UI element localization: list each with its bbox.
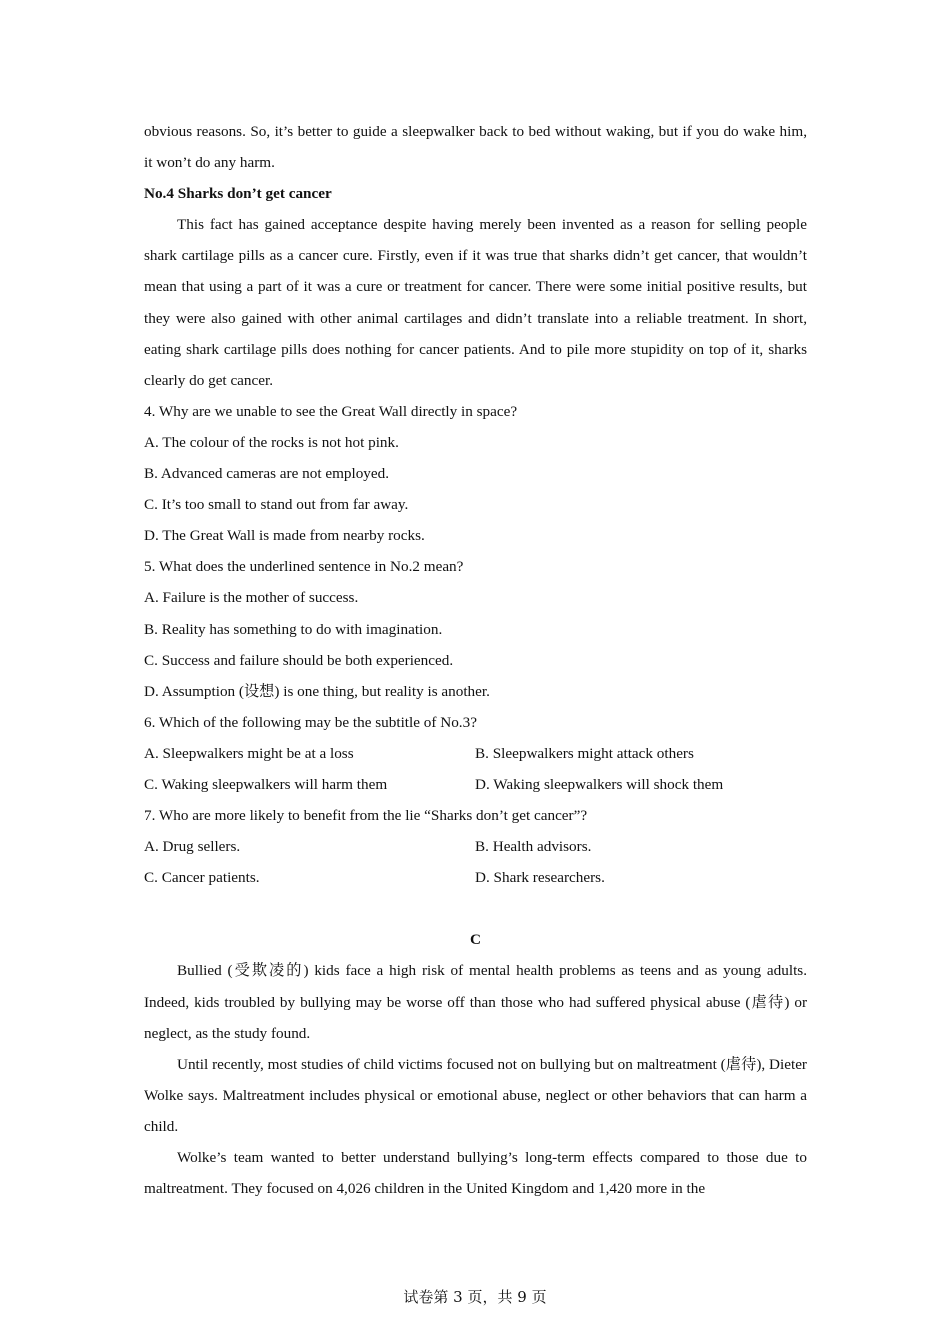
question-7-options-row-2 [144,862,807,893]
passage-c-paragraph-3: Wolke’s team wanted to better understand bullying’s long-term effects compared to those due to maltreatment. They focused on 4,026 children in the United Kingdom and 1,420 more in the [144,1149,807,1198]
page-footer: 试卷第 3 页，共 9 页 [403,1288,547,1306]
question-6-option-a: A. Sleepwalkers might be at a loss [144,744,354,762]
question-6-option-c: C. Waking sleepwalkers will harm them [144,775,388,793]
question-4-option-c: C. It’s too small to stand out from far away. [144,496,409,514]
question-4-stem: 4. Why are we unable to see the Great Wall directly in space? [144,402,518,420]
question-5-option-d: D. Assumption (设想) is one thing, but reality is another. [144,682,490,700]
question-7-option-a: A. Drug sellers. [144,838,241,856]
section-spacer [144,893,807,924]
passage-c-paragraph-1: Bullied (受欺凌的) kids face a high risk of mental health problems as teens and as young adults. Indeed, kids troubled by bullying may be worse off than those who had suffered physical abuse (虐待) or neglect, as the study found. [144,962,807,1042]
question-4-option-a: A. The colour of the rocks is not hot pink. [144,433,399,451]
question-5-stem: 5. What does the underlined sentence in No.2 mean? [144,558,464,576]
passage-c-heading: C [470,931,481,949]
question-6-options-row-1 [144,738,807,769]
passage-c-paragraph-2: Until recently, most studies of child victims focused not on bullying but on maltreatment (虐待), Dieter Wolke says. Maltreatment includes physical or emotional abuse, neglect or other behaviors that can harm a child. [144,1055,807,1135]
question-4-option-b: B. Advanced cameras are not employed. [144,465,390,483]
question-6-options-row-2 [144,769,807,800]
question-7-option-b: B. Health advisors. [475,838,592,856]
question-5-option-a: A. Failure is the mother of success. [144,589,359,607]
question-7-option-d: D. Shark researchers. [475,869,605,887]
question-7-options-row-1 [144,831,807,862]
question-6-stem: 6. Which of the following may be the subtitle of No.3? [144,713,477,731]
question-7-stem: 7. Who are more likely to benefit from the lie “Sharks don’t get cancer”? [144,807,588,825]
question-5-option-b: B. Reality has something to do with imagination. [144,620,443,638]
no4-paragraph: This fact has gained acceptance despite having merely been invented as a reason for selling people shark cartilage pills as a cancer cure. Firstly, even if it was true that sharks didn’t get cancer, that wouldn’t mean that using a part of it was a cure or treatment for cancer. There were some initial positive results, but they were also gained with other animal cartilages and didn’t translate into a reliable treatment. In short, eating shark cartilage pills does nothing for cancer patients. And to pile more stupidity on top of it, sharks clearly do get cancer. [144,216,807,389]
question-5-option-c: C. Success and failure should be both experienced. [144,651,454,669]
question-7-option-c: C. Cancer patients. [144,869,260,887]
question-6-option-b: B. Sleepwalkers might attack others [475,744,694,762]
passage-b-continuation: obvious reasons. So, it’s better to guide a sleepwalker back to bed without waking, but if you do wake him, it won’t do any harm. [144,123,807,172]
question-4-option-d: D. The Great Wall is made from nearby rocks. [144,527,425,545]
question-6-option-d: D. Waking sleepwalkers will shock them [475,775,724,793]
no4-heading: No.4 Sharks don’t get cancer [144,185,332,203]
page-body [144,116,807,1204]
